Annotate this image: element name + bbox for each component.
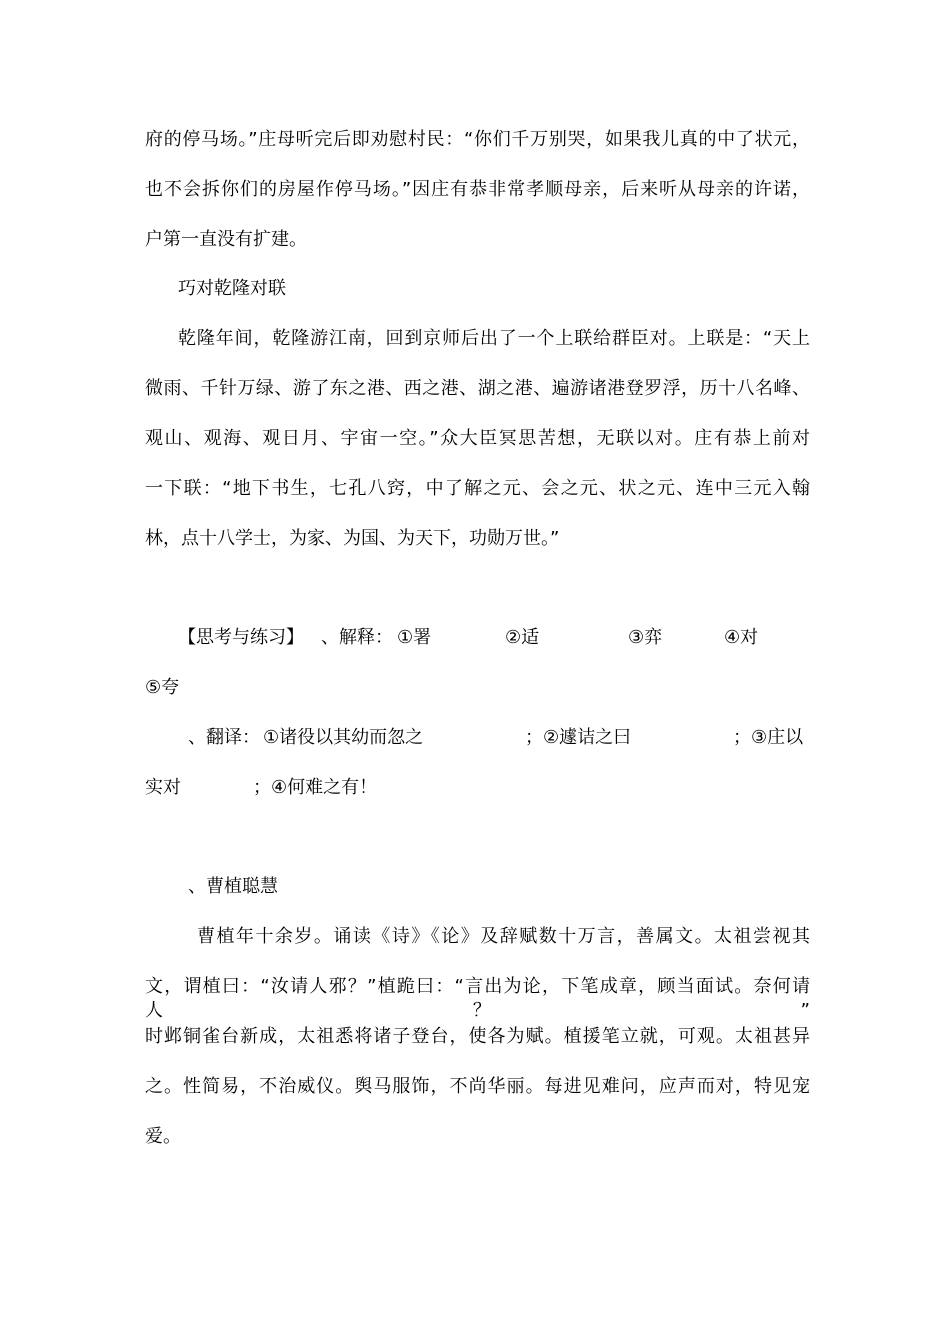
paragraph-line: 文，谓植曰：“汝请人邪？”植跪曰：“言出为论，下笔成章，顾当面试。奈何请人？” <box>145 976 810 1021</box>
paragraph-line: 观山、观海、观日月、宇宙一空。”众大臣冥思苦想，无联以对。庄有恭上前对 <box>145 428 810 449</box>
explain-item: ④对 <box>724 627 759 648</box>
translate-item: ；③庄以 <box>733 727 804 748</box>
paragraph-line: 曹植年十余岁。诵读《诗》《论》及辞赋数十万言，善属文。太祖尝视其 <box>197 926 810 947</box>
translate-item: ①诸役以其幼而忽之 <box>263 727 424 748</box>
translate-item: ；④何难之有！ <box>253 777 378 798</box>
paragraph-line: 一下联：“地下书生，七孔八窍，中了解之元、会之元、状之元、连中三元入翰 <box>145 478 810 499</box>
explain-item: ②适 <box>505 627 540 648</box>
section-heading: 巧对乾隆对联 <box>178 278 286 299</box>
paragraph-line: 微雨、千针万绿、游了东之港、西之港、湖之港、遍游诸港登罗浮，历十八名峰、 <box>145 378 810 399</box>
explain-item: ③弈 <box>628 627 663 648</box>
paragraph-line: 时邺铜雀台新成，太祖悉将诸子登台，使各为赋。植援笔立就，可观。太祖甚异 <box>145 1026 810 1047</box>
paragraph-line: 林，点十八学士，为家、为国、为天下，功勋万世。” <box>145 528 560 549</box>
explain-item: ①署 <box>397 627 432 648</box>
paragraph-line: 户第一直没有扩建。 <box>145 229 307 250</box>
paragraph-line: 也不会拆你们的房屋作停马场。”因庄有恭非常孝顺母亲，后来听从母亲的许诺， <box>145 179 810 200</box>
explain-item: ⑤夸 <box>145 677 180 698</box>
exercise-title: 【思考与练习】 <box>178 627 304 648</box>
paragraph-line: 乾隆年间，乾隆游江南，回到京师后出了一个上联给群臣对。上联是：“天上 <box>178 328 810 349</box>
translate-label: 、翻译： <box>188 727 260 748</box>
translate-item: 实对 <box>145 777 181 798</box>
paragraph-line: 府的停马场。”庄母听完后即劝慰村民：“你们千万别哭，如果我儿真的中了状元， <box>145 129 810 150</box>
explain-label: 、解释： <box>321 627 393 648</box>
paragraph-line: 爱。 <box>145 1126 181 1147</box>
paragraph-line: 之。性简易，不治威仪。舆马服饰，不尚华丽。每进见难问，应声而对，特见宠 <box>145 1076 810 1097</box>
section-heading: 、曹植聪慧 <box>188 876 278 897</box>
translate-item: ；②遽诘之曰 <box>525 727 632 748</box>
